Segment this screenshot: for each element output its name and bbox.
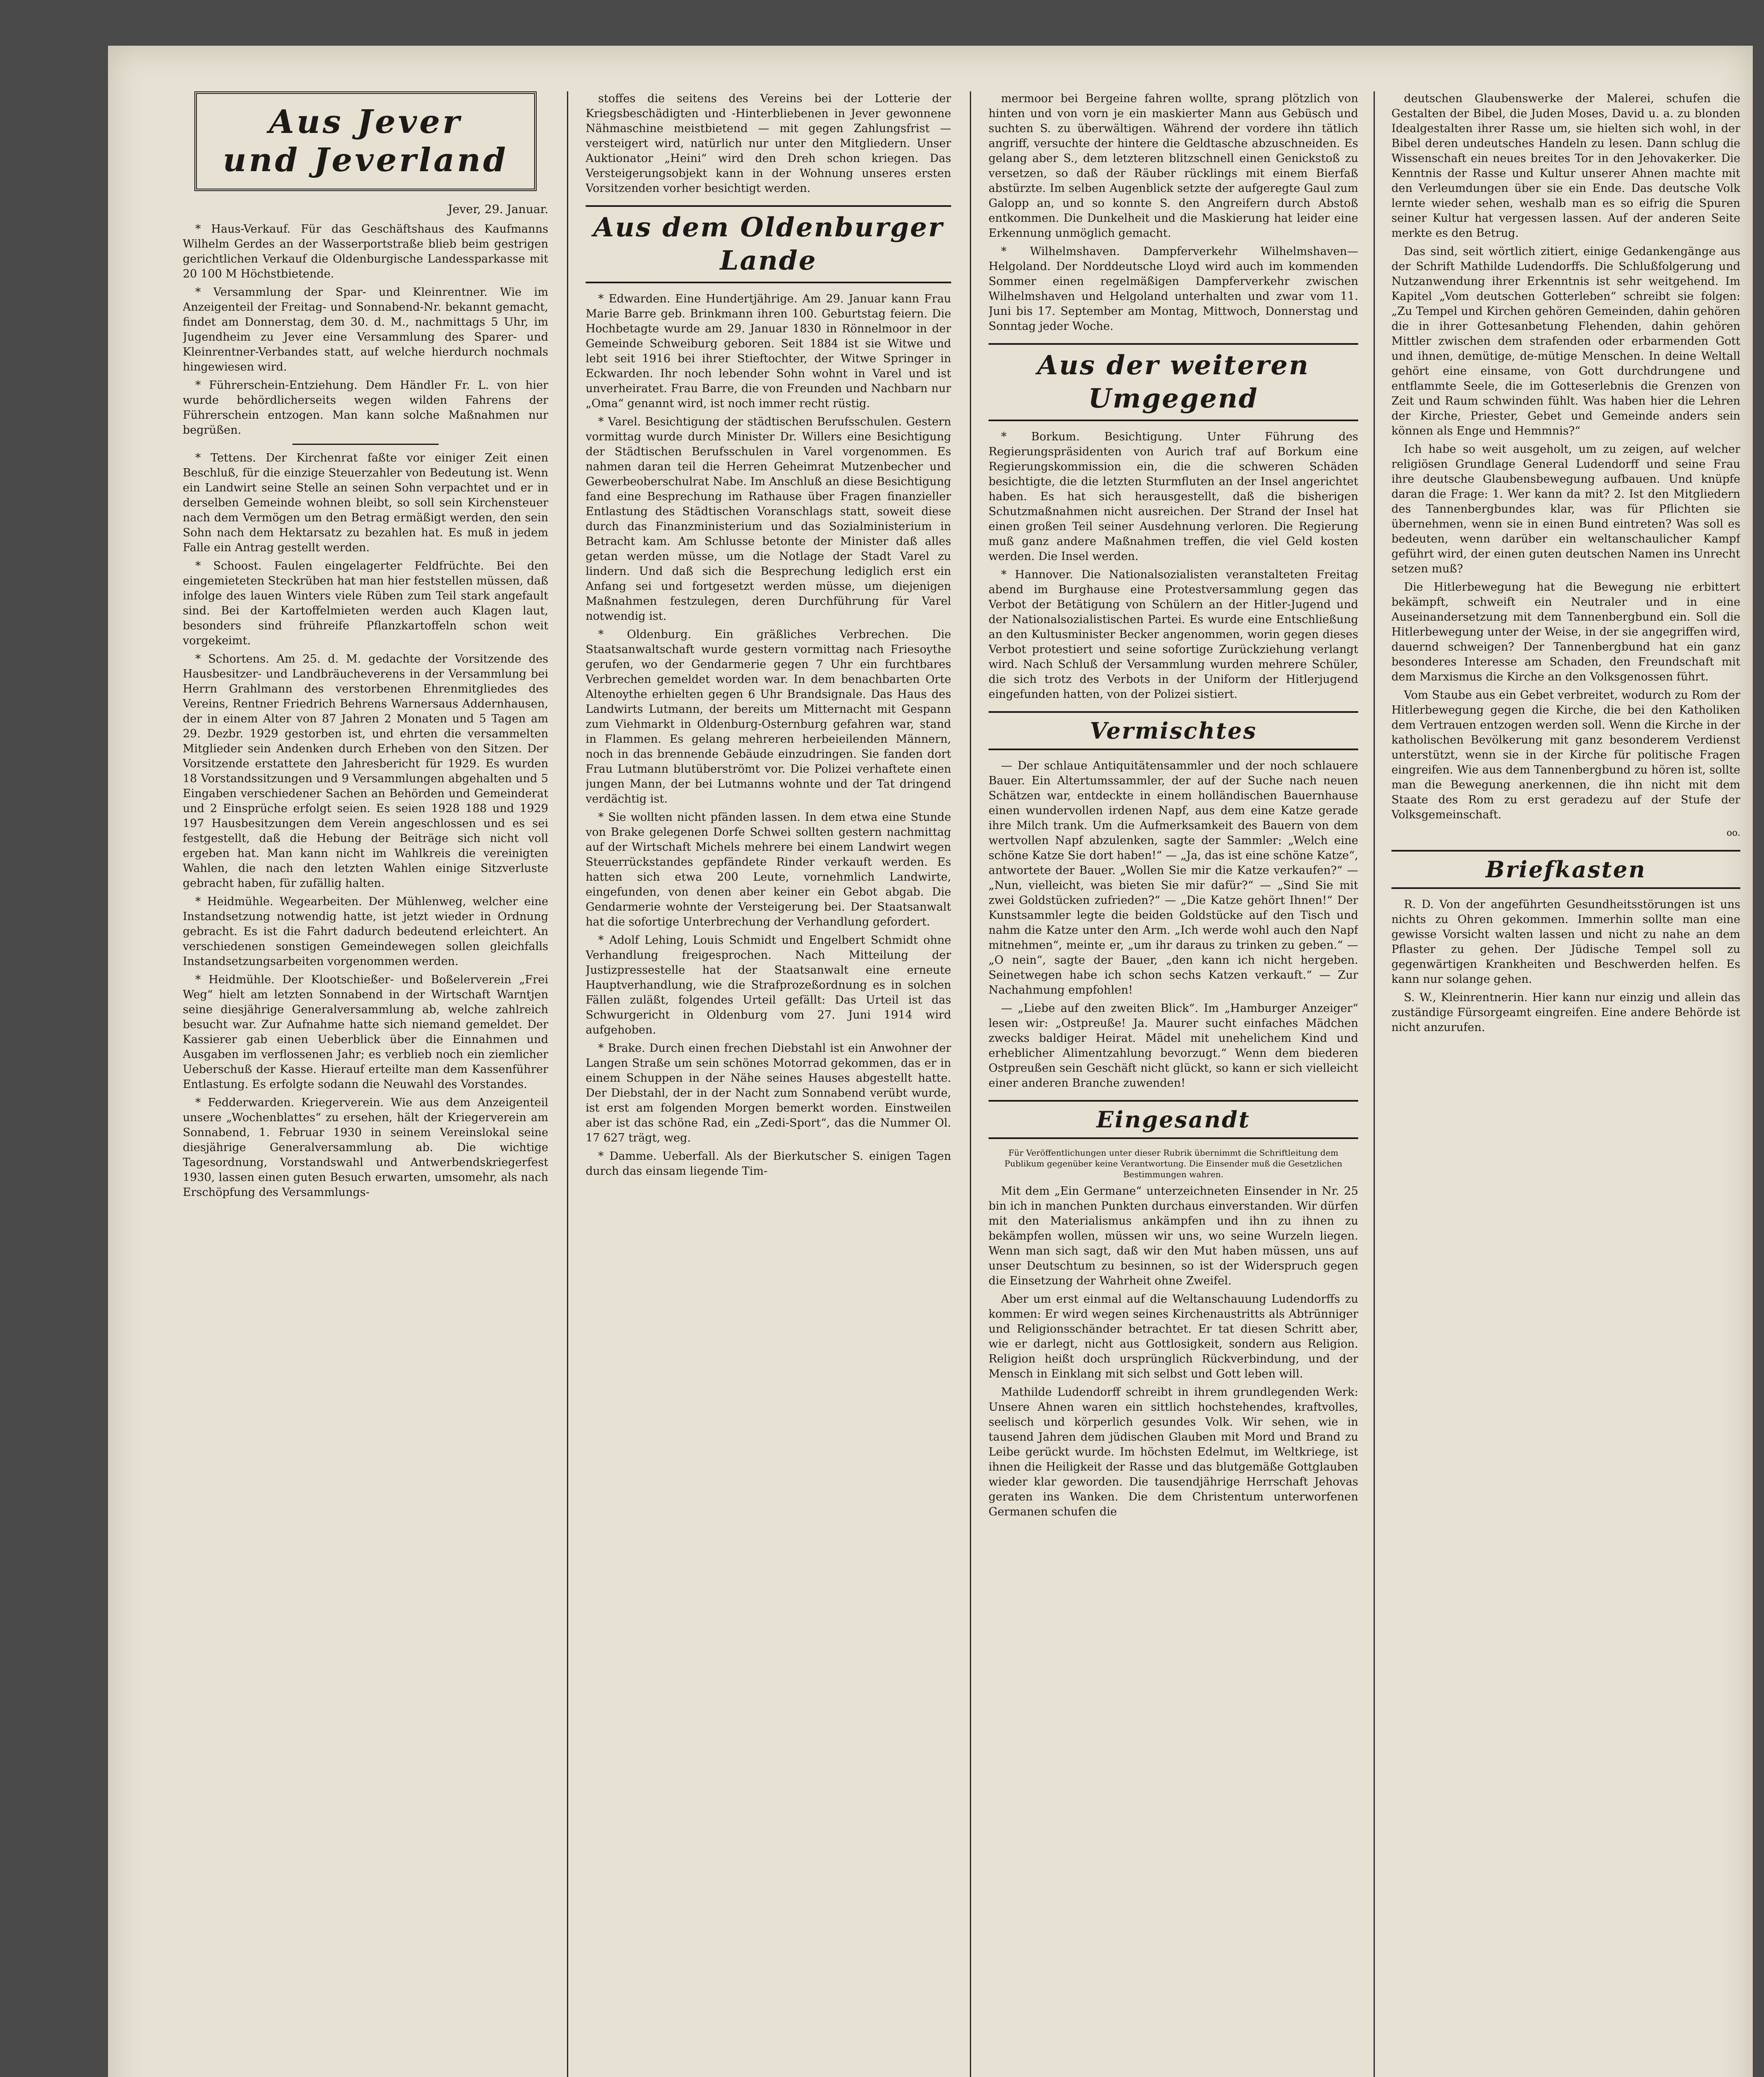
article-paragraph: * Heidmühle. Der Klootschießer- und Boßelerverein „Frei Weg“ hielt am letzten Sonnabend in der Wirtschaft Warntjen seine diesjährige Generalversammlung ab, welche zahlreich besucht war. Zur Aufnahme hatte sich niemand gemeldet. Der Kassierer gab einen Ueberblick über die Einnahmen und Ausgaben im verflossenen Jahr; es verblieb noch ein ziemlicher Ueberschuß der Kasse. Hierauf erteilte man dem Kassenführer Entlastung. Es erfolgte sodann die Neuwahl des Vorstandes.	[183, 973, 548, 1091]
column-4	[1391, 91, 1740, 2077]
article-paragraph: Vom Staube aus ein Gebet verbreitet, wodurch zu Rom der Hitlerbewegung gegen die Kirche, die bei den Katholiken dem Vertrauen entzogen werden soll. Wenn die Kirche in der katholischen Bevölkerung mit ganz besonderem Verdienst unterstützt, wenn sie in der Kirche für politische Fragen eingreifen. Wie aus dem Tannenbergbund zu hören ist, sollte man die Bewegung anerkennen, die ihn nicht mit dem Staate des Rom zu erst geradezu auf der Stufe der Volksgemeinschaft.	[1391, 689, 1740, 821]
column-rule	[1374, 91, 1375, 2077]
section-heading-line-2: Lande	[720, 245, 817, 276]
article-paragraph: Das sind, seit wörtlich zitiert, einige Gedankengänge aus der Schrift Mathilde Ludendorffs. Die Schlußfolgerung und Nutzanwendung ihrer Erkenntnis ist sehr weitgehend. Im Kapitel „Vom deutschen Gotterleben“ schreibt sie folgen: „Zu Tempel und Kirchen gehören Gemeinden, dahin gehören die in ihrer Gottesanbetung Flehenden, dahin gehören Mittler zwischen dem strafenden oder erbarmenden Gott und ihnen, demütige, de-mütige Menschen. In deine Weltall gehört eine einsame, von Gott durchdrungene und entflammte Seele, die im Gotteserlebnis die Grenzen von Zeit und Raum schwinden fühlt. Was haben hier die Lehren der Kirche, Priester, Gebet und Gemeinde anders sein können als Enge und Hemmnis?“	[1391, 245, 1740, 437]
column-1	[183, 91, 548, 2077]
editorial-disclaimer: Für Veröffentlichungen unter dieser Rubrik übernimmt die Schriftleitung dem Publikum gegenüber keine Verantwortung. Die Einsender muß die Gesetzlichen Bestimmungen wahren.	[1004, 1148, 1342, 1179]
article-paragraph: stoffes die seitens des Vereins bei der Lotterie der Kriegsbeschädigten und -Hinterbliebenen in Jever gewonnene Nähmaschine meistbietend — mit gegen Zahlungsfrist — versteigert wird, natürlich nur unter den Mitgliedern. Unser Auktionator „Heini“ wird den Dreh schon kriegen. Das Versteigerungsobjekt kann in der Wohnung unseres ersten Vorsitzenden vorher besichtigt werden.	[586, 92, 951, 195]
article-paragraph: * Damme. Ueberfall. Als der Bierkutscher S. einigen Tagen durch das einsam liegende Tim-	[586, 1150, 951, 1178]
article-paragraph: Mathilde Ludendorff schreibt in ihrem grundlegenden Werk: Unsere Ahnen waren ein sittlich hochstehendes, kraftvolles, seelisch und körperlich gesundes Volk. Wir sehen, wie in tausend Jahren dem jüdischen Glauben mit Mord und Brand zu Leibe gerückt wurde. Im höchsten Edelmut, im Weltkriege, ist ihnen die Heiligkeit der Rasse und das blutgemäße Gottglauben wieder klar geworden. Die tausendjährige Herrschaft Jehovas geraten ins Wanken. Die dem Christentum unterworfenen Germanen schufen die	[989, 1386, 1358, 1518]
masthead-line-2: und Jeverland	[223, 141, 508, 179]
article-paragraph: * Hannover. Die Nationalsozialisten veranstalteten Freitag abend im Burghause eine Protestversammlung gegen das Verbot der Betätigung von Schülern an der Hitler-Jugend und der Nationalsozialistischen Partei. Es wurde eine Entschließung an den Kultusminister Becker angenommen, worin gegen dieses Verbot protestiert und seine sofortige Zurückziehung verlangt wird. Nach Schluß der Versammlung wurden mehrere Schüler, die sich trotz des Verbots in der Uniform der Hitlerjugend eingefunden hatten, von der Polizei sistiert.	[989, 568, 1358, 701]
newspaper-page	[108, 46, 1753, 2077]
section-heading-line-2: Umgegend	[1088, 383, 1259, 414]
article-paragraph: * Sie wollten nicht pfänden lassen. In dem etwa eine Stunde von Brake gelegenen Dorfe Schwei sollten gestern nachmittag auf der Wirtschaft Michels mehrere bei einem Landwirt wegen Steuerrückstandes gepfändete Rinder verkauft werden. Es hatten sich etwa 200 Leute, vornehmlich Landwirte, eingefunden, von denen aber keiner ein Gebot abgab. Die Gendarmerie wohnte der Versteigerung bei. Der Staatsanwalt hat die sofortige Unterbrechung der Verhandlung gefordert.	[586, 811, 951, 928]
article-paragraph: S. W., Kleinrentnerin. Hier kann nur einzig und allein das zuständige Fürsorgeamt eingreifen. Eine andere Behörde ist nicht anzurufen.	[1391, 991, 1740, 1034]
article-paragraph: * Tettens. Der Kirchenrat faßte vor einiger Zeit einen Beschluß, für die einzige Steuerzahler von Bedeutung ist. Wenn ein Landwirt seine Stelle an seinen Sohn verpachtet und er in derselben Gemeinde wohnen bleibt, so soll sein Kirchensteuer nach dem Vermögen um den Betrag ermäßigt werden, den sein Sohn nach dem Hektarsatz zu bezahlen hat. Es muß in jedem Falle ein Antrag gestellt werden.	[183, 452, 548, 554]
article-paragraph: * Heidmühle. Wegearbeiten. Der Mühlenweg, welcher eine Instandsetzung notwendig hatte, ist jetzt wieder in Ordnung gebracht. Es ist die Fahrt dadurch bedeutend erleichtert. An verschiedenen sonstigen Gemeindewegen sollen gleichfalls Instandsetzungsarbeiten vorgenommen werden.	[183, 895, 548, 968]
column-rule	[970, 91, 971, 2077]
separator-rule	[292, 444, 439, 445]
section-masthead-jever	[194, 91, 537, 191]
article-paragraph: Mit dem „Ein Germane“ unterzeichneten Einsender in Nr. 25 bin ich in manchen Punkten durchaus einverstanden. Wir dürfen mit den Materialismus ankämpfen und ihn zu ihnen zu bekämpfen wollen, müssen wir uns, wo seine Wurzeln liegen. Wenn man sich sagt, daß wir den Mut haben müssen, uns auf unser Deutschtum zu besinnen, so ist der Widerspruch gegen die Einsetzung der Wahrheit ohne Zweifel.	[989, 1185, 1358, 1287]
article-end-mark: oo.	[1726, 828, 1740, 838]
column-rule	[567, 91, 568, 2077]
article-paragraph: * Brake. Durch einen frechen Diebstahl ist ein Anwohner der Langen Straße um sein schönes Motorrad gekommen, das er in einem Schuppen in der Nähe seines Hauses abgestellt hatte. Der Diebstahl, der in der Nacht zum Sonnabend verübt wurde, ist erst am folgenden Morgen bemerkt worden. Einstweilen aber ist das schöne Rad, ein „Zedi-Sport“, das die Nummer Ol. 17 627 trägt, weg.	[586, 1042, 951, 1144]
section-heading-vermischtes: Vermischtes	[989, 711, 1358, 750]
article-paragraph: * Oldenburg. Ein gräßliches Verbrechen. Die Staatsanwaltschaft wurde gestern vormittag nach Friesoythe gerufen, wo der Gendarmerie gegen 7 Uhr ein furchtbares Verbrechen gemeldet worden war. In dem benachbarten Orte Altenoythe erhielten gegen 6 Uhr Brandsignale. Das Haus des Landwirts Lutmann, der bereits um Mitternacht mit Gespann zum Viehmarkt in Oldenburg-Osternburg gefahren war, stand in Flammen. Es gelang mehreren herbeieilenden Männern, noch in das brennende Gebäude einzudringen. Sie fanden dort Frau Lutmann blutüberströmt vor. Die Polizei verhaftete einen jungen Mann, der bei Lutmanns wohnte und der Tat dringend verdächtig ist.	[586, 628, 951, 805]
article-paragraph: * Führerschein-Entziehung. Dem Händler Fr. L. von hier wurde behördlicherseits wegen wilden Fahrens der Führerschein entzogen. Man kann solche Maßnahmen nur begrüßen.	[183, 379, 548, 437]
article-paragraph: — „Liebe auf den zweiten Blick“. Im „Hamburger Anzeiger“ lesen wir: „Ostpreuße! Ja. Maurer sucht einfaches Mädchen zwecks baldiger Heirat. Mädel mit unehelichem Kind und erheblicher Alimentzahlung bevorzugt.“ Wenn dem biederen Ostpreußen sein Geschäft nicht glückt, so kann er sich vielleicht einer anderen Branche zuwenden!	[989, 1002, 1358, 1090]
article-paragraph: * Varel. Besichtigung der städtischen Berufsschulen. Gestern vormittag wurde durch Minister Dr. Willers eine Besichtigung der Städtischen Berufsschulen in Varel vorgenommen. Es nahmen daran teil die Herren Geheimrat Mutzenbecher und Gewerbeoberschulrat Nabe. Im Anschluß an diese Besichtigung fand eine Besprechung im Rathause über Fragen finanzieller Entlastung des Städtischen Voranschlags statt, soweit diese durch das Finanzministerium und das Sozialministerium in Betracht kam. Am Schlusse betonte der Minister daß alles getan werden müsse, um die Notlage der Stadt Varel zu lindern. Und daß sich die Besprechung lediglich erst ein Anfang sei und fortgesetzt werden müsse, um diejenigen Maßnahmen festzulegen, deren Durchführung für Varel notwendig ist.	[586, 415, 951, 623]
article-paragraph: Aber um erst einmal auf die Weltanschauung Ludendorffs zu kommen: Er wird wegen seines Kirchenaustritts als Abtrünniger und Religionsschänder betrachtet. Er tat diesen Schritt aber, wie er darlegt, nicht aus Gottlosigkeit, sondern aus Religion. Religion heißt doch ursprünglich Rückverbindung, und der Mensch in Einklang mit sich selbst und Gott leben will.	[989, 1293, 1358, 1380]
section-heading-eingesandt: Eingesandt	[989, 1100, 1358, 1139]
article-paragraph: * Schortens. Am 25. d. M. gedachte der Vorsitzende des Hausbesitzer- und Landbräucheverens in der Versammlung bei Herrn Grahlmann des verstorbenen Ehrenmitgliedes des Vereins, Rentner Friedrich Behrens Warnersaus Addernhausen, der in einem Alter von 87 Jahren 2 Monaten und 5 Tagen am 29. Dezbr. 1929 gestorben ist, und ehrten die versammelten Mitglieder sein Andenken durch Erheben von den Sitzen. Der Vorsitzende erstattete den Jahresbericht für 1929. Es wurden 18 Vorstandssitzungen und 9 Versammlungen abgehalten und 5 Eingaben verschiedener Sachen an Behörden und Gemeinderat und 2 Einsprüche erfolgt seien. Es seien 1928 188 und 1929 197 Hausbesitzungen dem Verein angeschlossen und es sei festgestellt, daß die Hebung der Beiträge sich nicht voll ergeben hat. Man kann nicht im Wahlkreis die vereinigten Wahlen, die nach den letzten Wahlen einige Sitzverluste gebracht haben, für zufällig halten.	[183, 653, 548, 890]
article-paragraph: * Edwarden. Eine Hundertjährige. Am 29. Januar kann Frau Marie Barre geb. Brinkmann ihren 100. Geburtstag feiern. Die Hochbetagte wurde am 29. Januar 1830 in Rönnelmoor in der Gemeinde Schweiburg geboren. Seit 1884 ist sie Witwe und lebt seit 1916 bei ihrer Stieftochter, der Witwe Springer in Eckwarden. Ihr noch lebender Sohn wohnt in Varel und ist unverheiratet. Frau Barre, die von Freunden und Nachbarn nur „Oma“ genannt wird, ist noch immer recht rüstig.	[586, 292, 951, 410]
article-paragraph: * Borkum. Besichtigung. Unter Führung des Regierungspräsidenten von Aurich traf auf Borkum eine Regierungskommission ein, die die schweren Schäden besichtigte, die die letzten Sturmfluten an der Insel angerichtet haben. Es hat sich herausgestellt, daß die bisherigen Schutzmaßnahmen nicht ausreichen. Der Strand der Insel hat einen großen Teil seiner Ausdehnung verloren. Die Regierung muß ganz andere Maßnahmen treffen, die viel Geld kosten werden. Die Insel werden.	[989, 430, 1358, 563]
article-paragraph: R. D. Von der angeführten Gesundheitsstörungen ist uns nichts zu Ohren gekommen. Immerhin sollte man eine gewisse Vorsicht walten lassen und nicht zu nahe an dem Pflaster zu gehen. Der Jüdische Tempel soll zu gegenwärtigen Krankheiten und Beschwerden helfen. Es kann nur solange gehen.	[1391, 898, 1740, 986]
masthead-line-1: Aus Jever	[269, 103, 462, 141]
article-paragraph: * Versammlung der Spar- und Kleinrentner. Wie im Anzeigenteil der Freitag- und Sonnabend-Nr. bekannt gemacht, findet am Donnerstag, dem 30. d. M., nachmittags 5 Uhr, im Jugendheim zu Jever eine Versammlung des Sparer- und Kleinrentner-Verbandes statt, auf welche hierdurch nochmals hingewiesen wird.	[183, 286, 548, 373]
article-paragraph: * Haus-Verkauf. Für das Geschäftshaus des Kaufmanns Wilhelm Gerdes an der Wasserportstraße blieb beim gestrigen gerichtlichen Verkauf die Oldenburgische Landessparkasse mit 20 100 M Höchstbietende.	[183, 223, 548, 280]
article-paragraph: mermoor bei Bergeine fahren wollte, sprang plötzlich von hinten und von vorn je ein maskierter Mann aus Gebüsch und suchten S. zu überwältigen. Während der vordere ihn tätlich angriff, versuchte der hintere die Geldtasche abzuschneiden. Es gelang aber S., dem letzteren blitzschnell einen Genickstoß zu versetzen, so daß der Räuber rücklings mit einem Bierfaß abstürzte. Im selben Augenblick setzte der aufgeregte Gaul zum Galopp an, und so konnte S. den Angreifern durch Abstoß entkommen. Die Dunkelheit und die Maskierung hat leider eine Erkennung unmöglich gemacht.	[989, 92, 1358, 240]
section-heading-oldenburger-lande	[586, 205, 951, 283]
section-heading-briefkasten: Briefkasten	[1391, 850, 1740, 889]
article-paragraph: * Fedderwarden. Kriegerverein. Wie aus dem Anzeigenteil unsere „Wochenblattes“ zu ersehen, hält der Kriegerverein am Sonnabend, 1. Februar 1930 in seinem Vereinslokal seine diesjährige Generalversammlung ab. Die wichtige Tagesordnung, Vorstandswahl und Antwerbendskriegerfest 1930, lassen einen guten Besuch erwarten, umsomehr, als nach Erschöpfung des Versammlungs-	[183, 1096, 548, 1199]
column-2	[586, 91, 951, 2077]
article-paragraph: * Adolf Lehing, Louis Schmidt und Engelbert Schmidt ohne Verhandlung freigesprochen. Nach Mitteilung der Justizpressestelle hat der Staatsanwalt eine erneute Hauptverhandlung, wie die Strafprozeßordnung es in solchen Fällen zuläßt, folgendes Urteil gefällt: Das Urteil ist das Schwurgericht in Oldenburg vom 27. Juni 1914 wird aufgehoben.	[586, 934, 951, 1036]
column-3	[989, 91, 1358, 2077]
article-paragraph: * Wilhelmshaven. Dampferverkehr Wilhelmshaven—Helgoland. Der Norddeutsche Lloyd wird auch im kommenden Sommer einen regelmäßigen Dampferverkehr zwischen Wilhelmshaven und Helgoland unterhalten und zwar vom 11. Juni bis 17. September am Montag, Mittwoch, Donnerstag und Sonntag jeder Woche.	[989, 245, 1358, 333]
article-paragraph: Die Hitlerbewegung hat die Bewegung nie erbittert bekämpft, schweift ein Neutraler und in eine Auseinandersetzung mit dem Tannenbergbund ein. Soll die Hitlerbewegung unter der Weise, in der sie angegriffen wird, dauernd schweigen? Der Tannenbergbund hat ein ganz besonderes Interesse am Schaden, den Freundschaft mit dem Marxismus die Kirche an den Volksgenossen führt.	[1391, 581, 1740, 683]
article-paragraph: — Der schlaue Antiquitätensammler und der noch schlauere Bauer. Ein Altertumssammler, der auf der Suche nach neuen Schätzen war, entdeckte in einem holländischen Bauernhause einen wundervollen irdenen Napf, aus dem eine Katze gerade ihre Milch trank. Um die Aufmerksamkeit des Bauern von dem wertvollen Napf abzulenken, sagte der Sammler: „Welch eine schöne Katze Sie dort haben!“ — „Ja, das ist eine schöne Katze“, antwortete der Bauer. „Wollen Sie mir die Katze verkaufen?“ — „Nun, vielleicht, was bieten Sie mir dafür?“ — „Sind Sie mit zwei Goldstücken zufrieden?“ — „Die Katze gehört Ihnen!“ Der Kunstsammler legte die beiden Goldstücke auf den Tisch und nahm die Katze unter den Arm. „Ich werde wohl auch den Napf mitnehmen“, meinte er, „um ihr daraus zu trinken zu geben.“ — „O nein“, sagte der Bauer, „den kann ich nicht hergeben. Seinetwegen habe ich schon sechs Katzen verkauft.“ — Zur Nachahmung empfohlen!	[989, 759, 1358, 997]
article-paragraph: deutschen Glaubenswerke der Malerei, schufen die Gestalten der Bibel, die Juden Moses, David u. a. zu blonden Idealgestalten ihrer Rasse um, sie hielten sich wohl, in der Bibel deren undeutsches Handeln zu lesen. Dann schlug die Wissenschaft ein neues breites Tor in den Jehovakerker. Die Kenntnis der Rasse und Kultur unserer Ahnen machte mit den Verleumdungen über sie ein Ende. Das deutsche Volk lernte wieder sehen, weshalb man es so eifrig die Spuren seiner Kultur hat vergessen lassen. Auf der anderen Seite merkte es den Betrug.	[1391, 92, 1740, 240]
section-heading-line-1: Aus dem Oldenburger	[593, 212, 944, 243]
section-heading-weiteren-umgegend	[989, 343, 1358, 421]
dateline: Jever, 29. Januar.	[448, 202, 548, 216]
section-heading-line-1: Aus der weiteren	[1037, 350, 1310, 381]
article-paragraph: Ich habe so weit ausgeholt, um zu zeigen, auf welcher religiösen Grundlage General Ludendorff und seine Frau ihre deutsche Glaubensbewegung aufbauen. Und knüpfe daran die Frage: 1. Wer kann da mit? 2. Ist den Mitgliedern des Tannenbergbundes klar, was für Pflichten sie übernehmen, wenn sie in einen Bund eintreten? Was soll es bedeuten, wenn darüber ein weltanschaulicher Kampf geführt wird, der einen guten deutschen Namen ins Unrecht setzen muß?	[1391, 443, 1740, 575]
article-paragraph: * Schoost. Faulen eingelagerter Feldfrüchte. Bei den eingemieteten Steckrüben hat man hier feststellen müssen, daß infolge des lauen Winters viele Rüben zum Teil stark angefault sind. Bei der Kartoffelmieten werden auch Klagen laut, besonders sind frühreife Pflanzkartoffeln schon weit vorgekeimt.	[183, 560, 548, 647]
